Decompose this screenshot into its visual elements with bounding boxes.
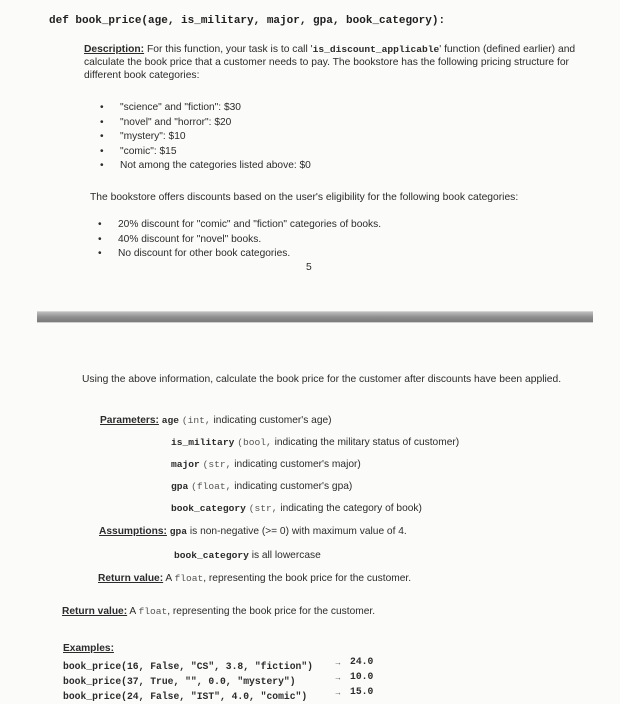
bullet-icon: • bbox=[100, 116, 104, 128]
page-divider bbox=[37, 311, 593, 323]
example-row bbox=[63, 686, 307, 704]
param-name: is_military bbox=[171, 437, 235, 448]
arrow-icon: → bbox=[334, 688, 342, 697]
return-type: float bbox=[138, 606, 168, 617]
arrow-icon: → bbox=[334, 658, 342, 667]
assumption-row bbox=[174, 550, 321, 561]
description-text-before: For this function, your task is to call ' bbox=[144, 44, 313, 55]
description-text-after: ' function (defined earlier) and calculate the book price that a customer needs to pay. The bookstore has the following pricing structure for different book categories: bbox=[84, 44, 576, 81]
example-result: 10.0 bbox=[350, 671, 374, 682]
return-value-inner: Return value: A float, representing the book price for the customer. bbox=[98, 573, 412, 584]
return-label: Return value: bbox=[98, 573, 164, 584]
list-item: • "mystery": $10 bbox=[120, 130, 311, 145]
parameters-label: Parameters: bbox=[100, 415, 159, 426]
bullet-icon: • bbox=[98, 248, 102, 260]
bullet-icon: • bbox=[98, 233, 102, 245]
function-signature: def book_price(age, is_military, major, gpa, book_category): bbox=[49, 15, 446, 27]
discount-intro: The bookstore offers discounts based on the user's eligibility for the following book categories: bbox=[90, 192, 519, 203]
param-name: age bbox=[161, 415, 180, 426]
param-name: gpa bbox=[171, 481, 189, 492]
list-item: • "science" and "fiction": $30 bbox=[120, 101, 311, 116]
bullet-icon: • bbox=[100, 131, 104, 143]
list-item: • Not among the categories listed above: $0 bbox=[120, 159, 311, 174]
parameter-row bbox=[171, 437, 459, 448]
arrow-icon: → bbox=[334, 673, 342, 682]
page-number: 5 bbox=[306, 262, 312, 273]
param-type: (int, bbox=[181, 415, 211, 426]
assumption-name: book_category bbox=[174, 550, 249, 561]
bullet-icon: • bbox=[100, 102, 104, 113]
return-label: Return value: bbox=[62, 606, 128, 617]
description-paragraph bbox=[84, 43, 584, 82]
assumption-text: is non-negative (>= 0) with maximum value of 4. bbox=[189, 526, 407, 537]
list-item: • "comic": $15 bbox=[120, 145, 311, 160]
parameter-row bbox=[171, 503, 422, 514]
bullet-icon: • bbox=[100, 160, 104, 172]
examples-label: Examples: bbox=[63, 643, 114, 654]
bullet-icon: • bbox=[98, 219, 102, 230]
example-call: book_price(37, True, "", 0.0, "mystery") bbox=[63, 676, 296, 687]
assumption-row bbox=[99, 526, 407, 537]
param-desc: indicating customer's age) bbox=[213, 415, 332, 426]
example-call: book_price(24, False, "IST", 4.0, "comic") bbox=[63, 691, 308, 702]
calc-intro: Using the above information, calculate the book price for the customer after discounts have been applied. bbox=[82, 374, 562, 385]
param-type: (float, bbox=[191, 481, 232, 492]
example-result: 24.0 bbox=[350, 656, 374, 667]
return-value-outer: Return value: A float, representing the book price for the customer. bbox=[62, 606, 376, 617]
assumptions-label: Assumptions: bbox=[99, 526, 167, 537]
list-item: • No discount for other book categories. bbox=[118, 247, 381, 262]
param-type: (bool, bbox=[237, 437, 272, 448]
param-desc: indicating customer's gpa) bbox=[234, 481, 353, 492]
param-desc: indicating customer's major) bbox=[234, 459, 361, 470]
param-type: (str, bbox=[248, 503, 278, 514]
example-result: 15.0 bbox=[350, 686, 374, 697]
param-name: book_category bbox=[171, 503, 246, 514]
discount-list bbox=[98, 218, 382, 262]
return-type: float bbox=[174, 573, 204, 584]
list-item: • 40% discount for "novel" books. bbox=[118, 233, 381, 248]
assumption-text: is all lowercase bbox=[251, 550, 321, 561]
description-function-name: is_discount_applicable bbox=[312, 44, 440, 55]
pricing-list bbox=[100, 101, 311, 174]
assumption-name: gpa bbox=[169, 526, 188, 537]
description-label: Description: bbox=[84, 44, 145, 55]
param-desc: indicating the military status of customer) bbox=[274, 437, 460, 448]
bullet-icon: • bbox=[100, 145, 104, 157]
example-call: book_price(16, False, "CS", 3.8, "fiction") bbox=[63, 661, 313, 672]
param-name: major bbox=[171, 459, 200, 470]
parameter-row bbox=[171, 459, 361, 470]
parameter-row bbox=[171, 481, 352, 492]
param-desc: indicating the category of book) bbox=[280, 503, 422, 514]
parameter-row bbox=[100, 415, 332, 426]
list-item: • 20% discount for "comic" and "fiction" categories of books. bbox=[118, 218, 381, 233]
list-item: • "novel" and "horror": $20 bbox=[120, 116, 311, 131]
param-type: (str, bbox=[202, 459, 232, 470]
